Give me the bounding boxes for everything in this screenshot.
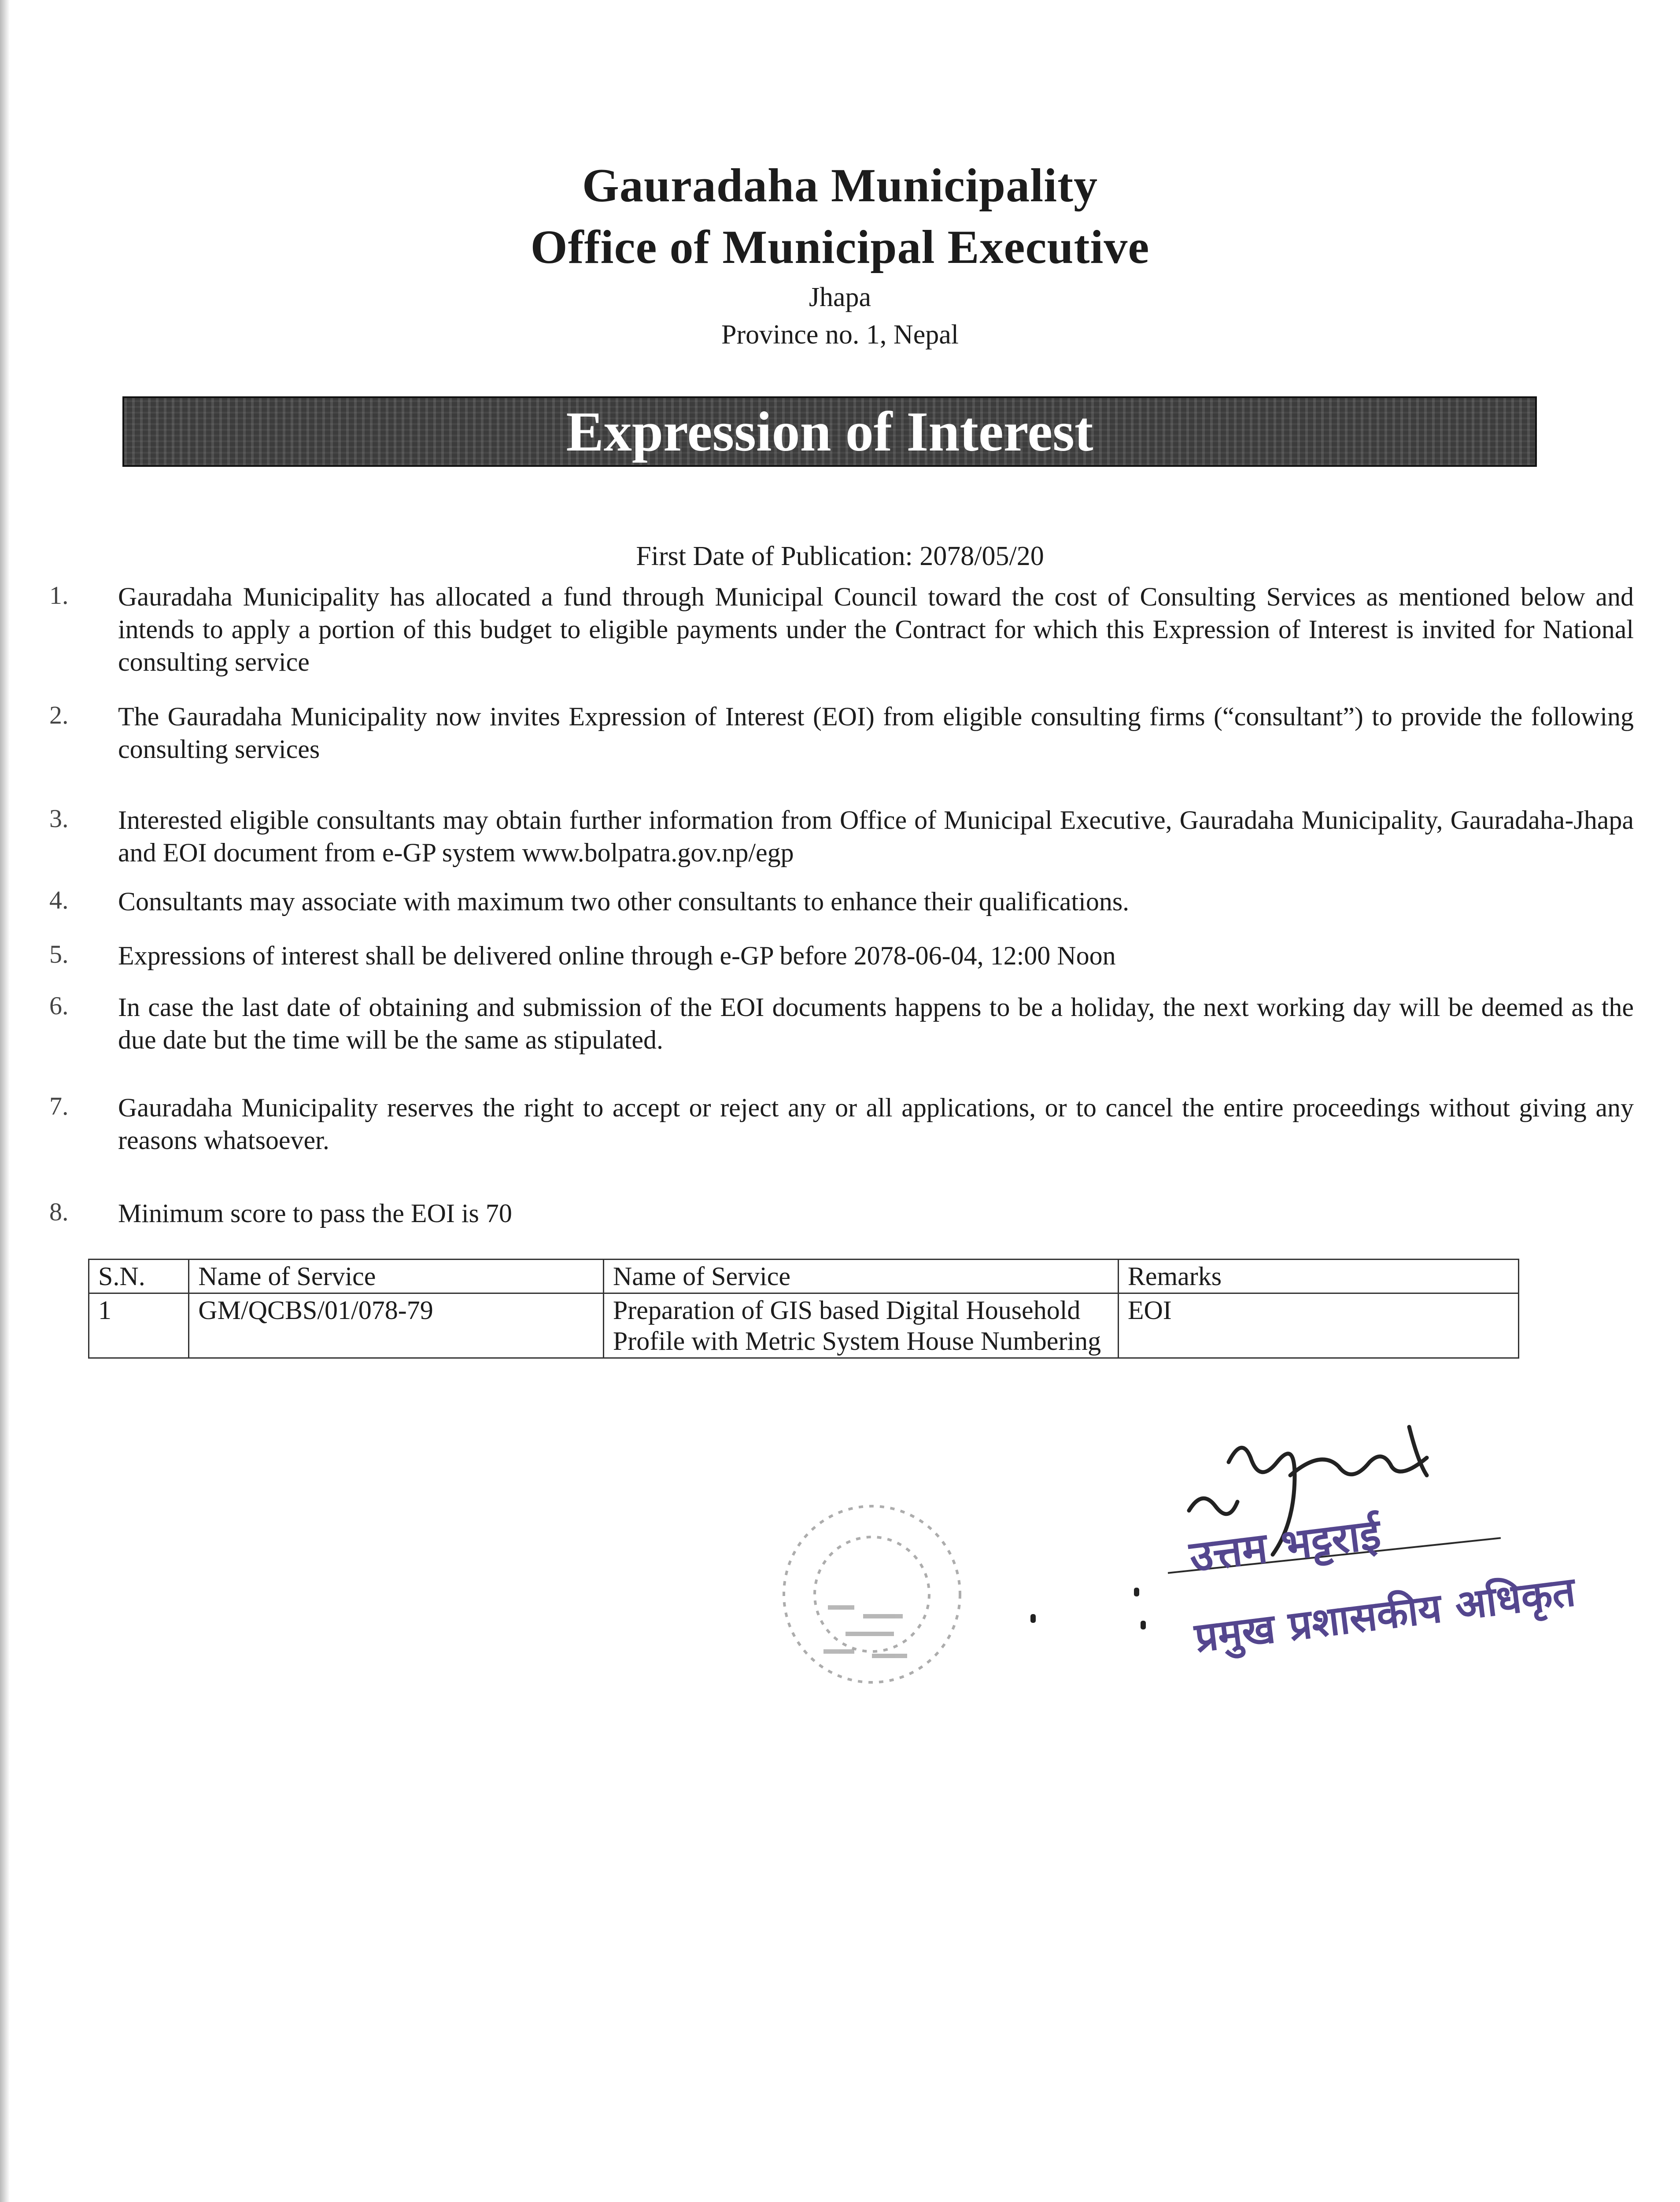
column-header: Name of Service [603,1260,1118,1293]
item-text: The Gauradaha Municipality now invites Expression of Interest (EOI) from eligible consulting firms (“consultant”) to provide the following consulting services [118,702,1634,764]
officer-title-stamp: प्रमुख प्रशासकीय अधिकृत [1192,1568,1578,1662]
ink-mark [1030,1614,1036,1623]
publication-date: First Date of Publication: 2078/05/20 [636,541,1044,571]
column-header: Remarks [1118,1260,1518,1293]
item-text: Consultants may associate with maximum two other consultants to enhance their qualifications. [118,887,1130,916]
table-row [89,1293,1519,1358]
ink-mark [1134,1588,1139,1596]
item-number: 6. [49,991,69,1020]
table-cell: EOI [1118,1293,1518,1358]
item-text: Expressions of interest shall be delivered online through e-GP before 2078-06-04, 12:00 Noon [118,941,1116,970]
org-name: Gauradaha Municipality [582,159,1098,212]
item-number: 8. [49,1197,69,1226]
table-cell: Preparation of GIS based Digital Household Profile with Metric System House Numbering [603,1293,1118,1358]
services-table [88,1259,1519,1359]
item-number: 1. [49,581,69,610]
table-cell: 1 [89,1293,189,1358]
table-cell: GM/QCBS/01/078-79 [189,1293,604,1358]
item-text: Minimum score to pass the EOI is 70 [118,1199,512,1228]
eoi-banner [122,396,1537,467]
item-number: 7. [49,1092,69,1120]
office-seal-stamp [757,1491,986,1698]
item-number: 4. [49,886,69,914]
column-header: S.N. [89,1260,189,1293]
item-text: Interested eligible consultants may obtain further information from Office of Municipal Executive, Gauradaha Municipality, Gauradaha-Jhapa and EOI document from e-GP system www.bolpatra.gov.np/egp [118,805,1634,867]
district: Jhapa [809,282,871,312]
item-number: 2. [49,701,69,729]
table-header-row [89,1260,1519,1293]
office-name: Office of Municipal Executive [530,221,1150,273]
officer-name-stamp: उत्तम भट्टराई [1187,1509,1384,1582]
banner-title: Expression of Interest [566,400,1093,463]
item-text: In case the last date of obtaining and submission of the EOI documents happens to be a holiday, the next working day will be deemed as the due date but the time will be the same as stipulated. [118,993,1634,1054]
column-header: Name of Service [189,1260,604,1293]
item-number: 5. [49,940,69,968]
item-text: Gauradaha Municipality has allocated a fund through Municipal Council toward the cost of Consulting Services as mentioned below and intends to apply a portion of this budget to eligible payments under the Contract for which this Expression of Interest is invited for National consulting service [118,582,1634,676]
province: Province no. 1, Nepal [721,320,959,350]
ink-mark [1141,1621,1146,1629]
item-number: 3. [49,804,69,833]
item-text: Gauradaha Municipality reserves the right to accept or reject any or all applications, or to cancel the entire proceedings without giving any reasons whatsoever. [118,1093,1634,1155]
